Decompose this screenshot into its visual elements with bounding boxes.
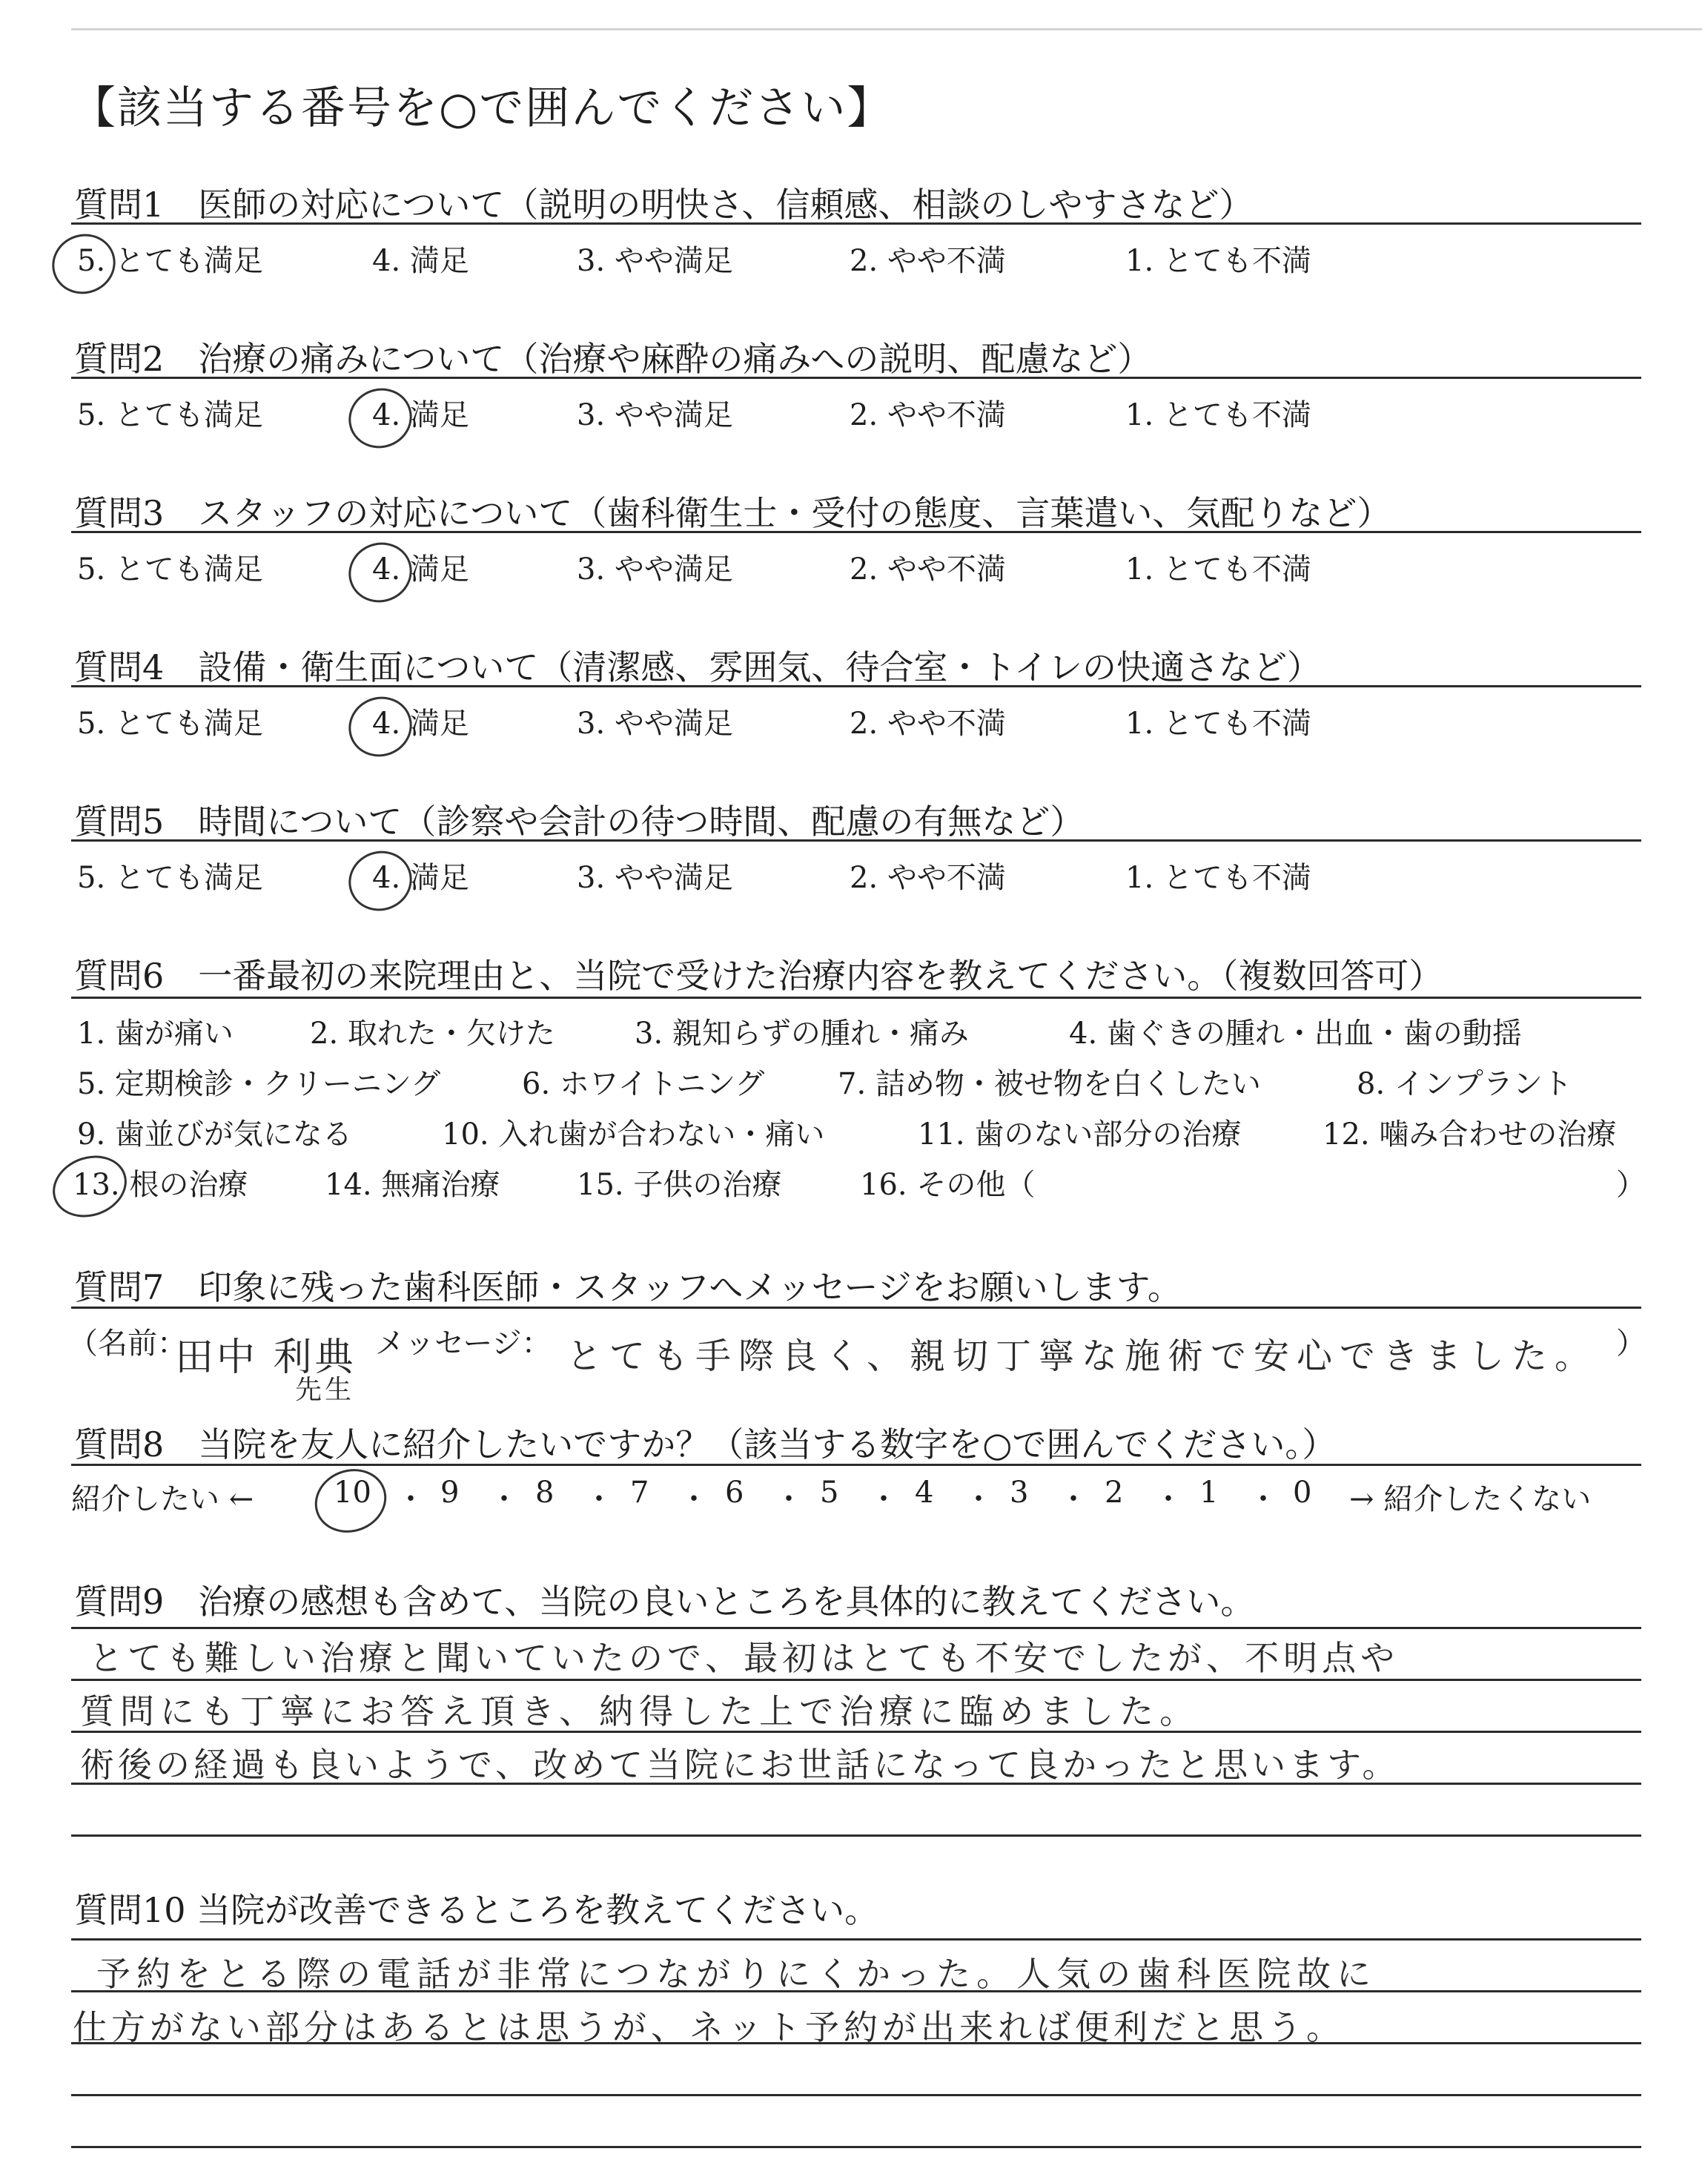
question-4-rule <box>71 685 1641 687</box>
q6-option-13[interactable]: 13. 根の治療 <box>73 1168 248 1202</box>
q10-line-5 <box>71 2146 1641 2148</box>
q6-option-10[interactable]: 10. 入れ歯が合わない・痛い <box>442 1117 825 1152</box>
q9-line-5 <box>71 1834 1641 1837</box>
q8-scale-8[interactable]: 8 <box>535 1476 555 1510</box>
q8-scale-dot: ・ <box>584 1482 614 1516</box>
q8-scale-dot: ・ <box>489 1482 519 1516</box>
top-divider <box>71 28 1702 30</box>
q4-option-3[interactable]: 3. やや満足 <box>577 707 733 741</box>
q6-option-2[interactable]: 2. 取れた・欠けた <box>310 1017 555 1051</box>
q7-name-value[interactable]: 田中 利典 <box>175 1335 357 1380</box>
q2-option-5[interactable]: 5. とても満足 <box>77 398 263 432</box>
q8-scale-7[interactable]: 7 <box>630 1476 649 1510</box>
question-3-rule <box>71 531 1641 533</box>
q10-line-4 <box>71 2094 1641 2096</box>
q8-scale-5[interactable]: 5 <box>820 1476 839 1510</box>
q4-option-4[interactable]: 4. 満足 <box>372 707 469 741</box>
question-7-rule <box>71 1307 1641 1309</box>
q6-option-1[interactable]: 1. 歯が痛い <box>77 1017 234 1051</box>
q9-line-1 <box>71 1627 1641 1629</box>
q7-message-value[interactable]: とても手際良く、親切丁寧な施術で安心できました。 <box>566 1335 1598 1377</box>
q6-option-9[interactable]: 9. 歯並びが気になる <box>77 1117 352 1152</box>
q8-scale-dot: ・ <box>964 1482 993 1516</box>
q5-option-5[interactable]: 5. とても満足 <box>77 861 263 895</box>
q6-option-8[interactable]: 8. インプラント <box>1357 1067 1572 1101</box>
q8-scale-0[interactable]: 0 <box>1293 1476 1312 1510</box>
question-2-rule <box>71 377 1641 379</box>
q7-name-label: （名前： <box>68 1327 187 1361</box>
q8-scale-4[interactable]: 4 <box>915 1476 934 1510</box>
q7-close-paren: ） <box>1616 1327 1646 1361</box>
q8-right-label: → 紹介したくない <box>1349 1482 1592 1516</box>
question-2-title: 質問2 治療の痛みについて（治療や麻酔の痛みへの説明、配慮など） <box>74 339 1152 379</box>
question-10-title: 質問10 当院が改善できるところを教えてください。 <box>74 1890 879 1930</box>
q4-option-1[interactable]: 1. とても不満 <box>1125 707 1311 741</box>
q6-option-4[interactable]: 4. 歯ぐきの腫れ・出血・歯の動揺 <box>1069 1017 1522 1051</box>
q2-option-2[interactable]: 2. やや不満 <box>850 398 1006 432</box>
q6-option-14[interactable]: 14. 無痛治療 <box>325 1168 500 1202</box>
question-6-title: 質問6 一番最初の来院理由と、当院で受けた治療内容を教えてください。（複数回答可） <box>74 956 1443 996</box>
question-4-title: 質問4 設備・衛生面について（清潔感、雰囲気、待合室・トイレの快適さなど） <box>74 647 1322 687</box>
q1-option-3[interactable]: 3. やや満足 <box>577 244 733 278</box>
q8-left-label: 紹介したい ← <box>71 1482 254 1516</box>
q6-option-11[interactable]: 11. 歯のない部分の治療 <box>918 1117 1242 1152</box>
q8-scale-3[interactable]: 3 <box>1010 1476 1029 1510</box>
q9-answer-line-3[interactable]: 術後の経過も良いようで、改めて当院にお世話になって良かったと思います。 <box>80 1745 1400 1785</box>
q7-name-suffix: 先生 <box>295 1375 355 1405</box>
q1-option-1[interactable]: 1. とても不満 <box>1125 244 1311 278</box>
q6-option-15[interactable]: 15. 子供の治療 <box>577 1168 782 1202</box>
q2-option-1[interactable]: 1. とても不満 <box>1125 398 1311 432</box>
question-5-rule <box>71 839 1641 842</box>
q5-option-3[interactable]: 3. やや満足 <box>577 861 733 895</box>
q9-answer-line-2[interactable]: 質問にも丁寧にお答え頂き、納得した上で治療に臨めました。 <box>80 1691 1200 1731</box>
q6-option-16[interactable]: 16. その他（ <box>860 1168 1036 1202</box>
q8-scale-dot: ・ <box>1248 1482 1278 1516</box>
q8-scale-2[interactable]: 2 <box>1105 1476 1124 1510</box>
q5-option-1[interactable]: 1. とても不満 <box>1125 861 1311 895</box>
q5-option-4[interactable]: 4. 満足 <box>372 861 469 895</box>
q8-scale-dot: ・ <box>869 1482 898 1516</box>
q8-scale-dot: ・ <box>1153 1482 1183 1516</box>
q10-answer-line-1[interactable]: 予約をとる際の電話が非常につながりにくかった。人気の歯科医院故に <box>96 1954 1377 1994</box>
question-8-rule <box>71 1464 1641 1466</box>
question-7-title: 質問7 印象に残った歯科医師・スタッフへメッセージをお願いします。 <box>74 1267 1182 1307</box>
q6-selection-circle <box>44 1146 135 1227</box>
question-9-title: 質問9 治療の感想も含めて、当院の良いところを具体的に教えてください。 <box>74 1582 1255 1622</box>
q9-answer-line-1[interactable]: とても難しい治療と聞いていたので、最初はとても不安でしたが、不明点や <box>89 1638 1400 1678</box>
q3-option-4[interactable]: 4. 満足 <box>372 552 469 587</box>
q8-selection-circle <box>306 1459 396 1542</box>
q6-other-close-paren: ） <box>1616 1168 1646 1202</box>
q4-option-2[interactable]: 2. やや不満 <box>850 707 1006 741</box>
q8-scale-dot: ・ <box>396 1482 426 1516</box>
question-8-title: 質問8 当院を友人に紹介したいですか？（該当する数字を○で囲んでください。） <box>74 1424 1337 1464</box>
q8-scale-6[interactable]: 6 <box>725 1476 744 1510</box>
q8-scale-dot: ・ <box>679 1482 709 1516</box>
q8-scale-1[interactable]: 1 <box>1199 1476 1219 1510</box>
q6-option-7[interactable]: 7. 詰め物・被せ物を白くしたい <box>838 1067 1261 1101</box>
q5-option-2[interactable]: 2. やや不満 <box>850 861 1006 895</box>
q3-option-5[interactable]: 5. とても満足 <box>77 552 263 587</box>
q10-line-1 <box>71 1938 1641 1941</box>
question-3-title: 質問3 スタッフの対応について（歯科衛生士・受付の態度、言葉遣い、気配りなど） <box>74 493 1391 533</box>
q1-option-4[interactable]: 4. 満足 <box>372 244 469 278</box>
q3-option-2[interactable]: 2. やや不満 <box>850 552 1006 587</box>
q6-option-3[interactable]: 3. 親知らずの腫れ・痛み <box>635 1017 969 1051</box>
q6-option-12[interactable]: 12. 噛み合わせの治療 <box>1323 1117 1617 1152</box>
q4-option-5[interactable]: 5. とても満足 <box>77 707 263 741</box>
question-5-title: 質問5 時間について（診察や会計の待つ時間、配慮の有無など） <box>74 802 1085 842</box>
q10-answer-line-2[interactable]: 仕方がない部分はあるとは思うが、ネット予約が出来れば便利だと思う。 <box>73 2007 1345 2047</box>
q1-option-5[interactable]: 5. とても満足 <box>77 244 263 278</box>
q8-scale-9[interactable]: 9 <box>440 1476 460 1510</box>
q1-option-2[interactable]: 2. やや不満 <box>850 244 1006 278</box>
question-6-rule <box>71 997 1641 999</box>
q6-option-5[interactable]: 5. 定期検診・クリーニング <box>77 1067 441 1101</box>
q6-option-6[interactable]: 6. ホワイトニング <box>522 1067 765 1101</box>
page-title: 【該当する番号を○で囲んでください】 <box>71 82 893 134</box>
q8-scale-dot: ・ <box>1059 1482 1088 1516</box>
question-1-title: 質問1 医師の対応について（説明の明快さ、信頼感、相談のしやすさなど） <box>74 185 1254 225</box>
q8-scale-dot: ・ <box>774 1482 804 1516</box>
q7-message-label: メッセージ： <box>375 1327 552 1361</box>
q3-option-3[interactable]: 3. やや満足 <box>577 552 733 587</box>
question-1-rule <box>71 222 1641 225</box>
q8-scale-10[interactable]: 10 <box>334 1476 371 1510</box>
q2-option-4[interactable]: 4. 満足 <box>372 398 469 432</box>
q2-option-3[interactable]: 3. やや満足 <box>577 398 733 432</box>
q3-option-1[interactable]: 1. とても不満 <box>1125 552 1311 587</box>
